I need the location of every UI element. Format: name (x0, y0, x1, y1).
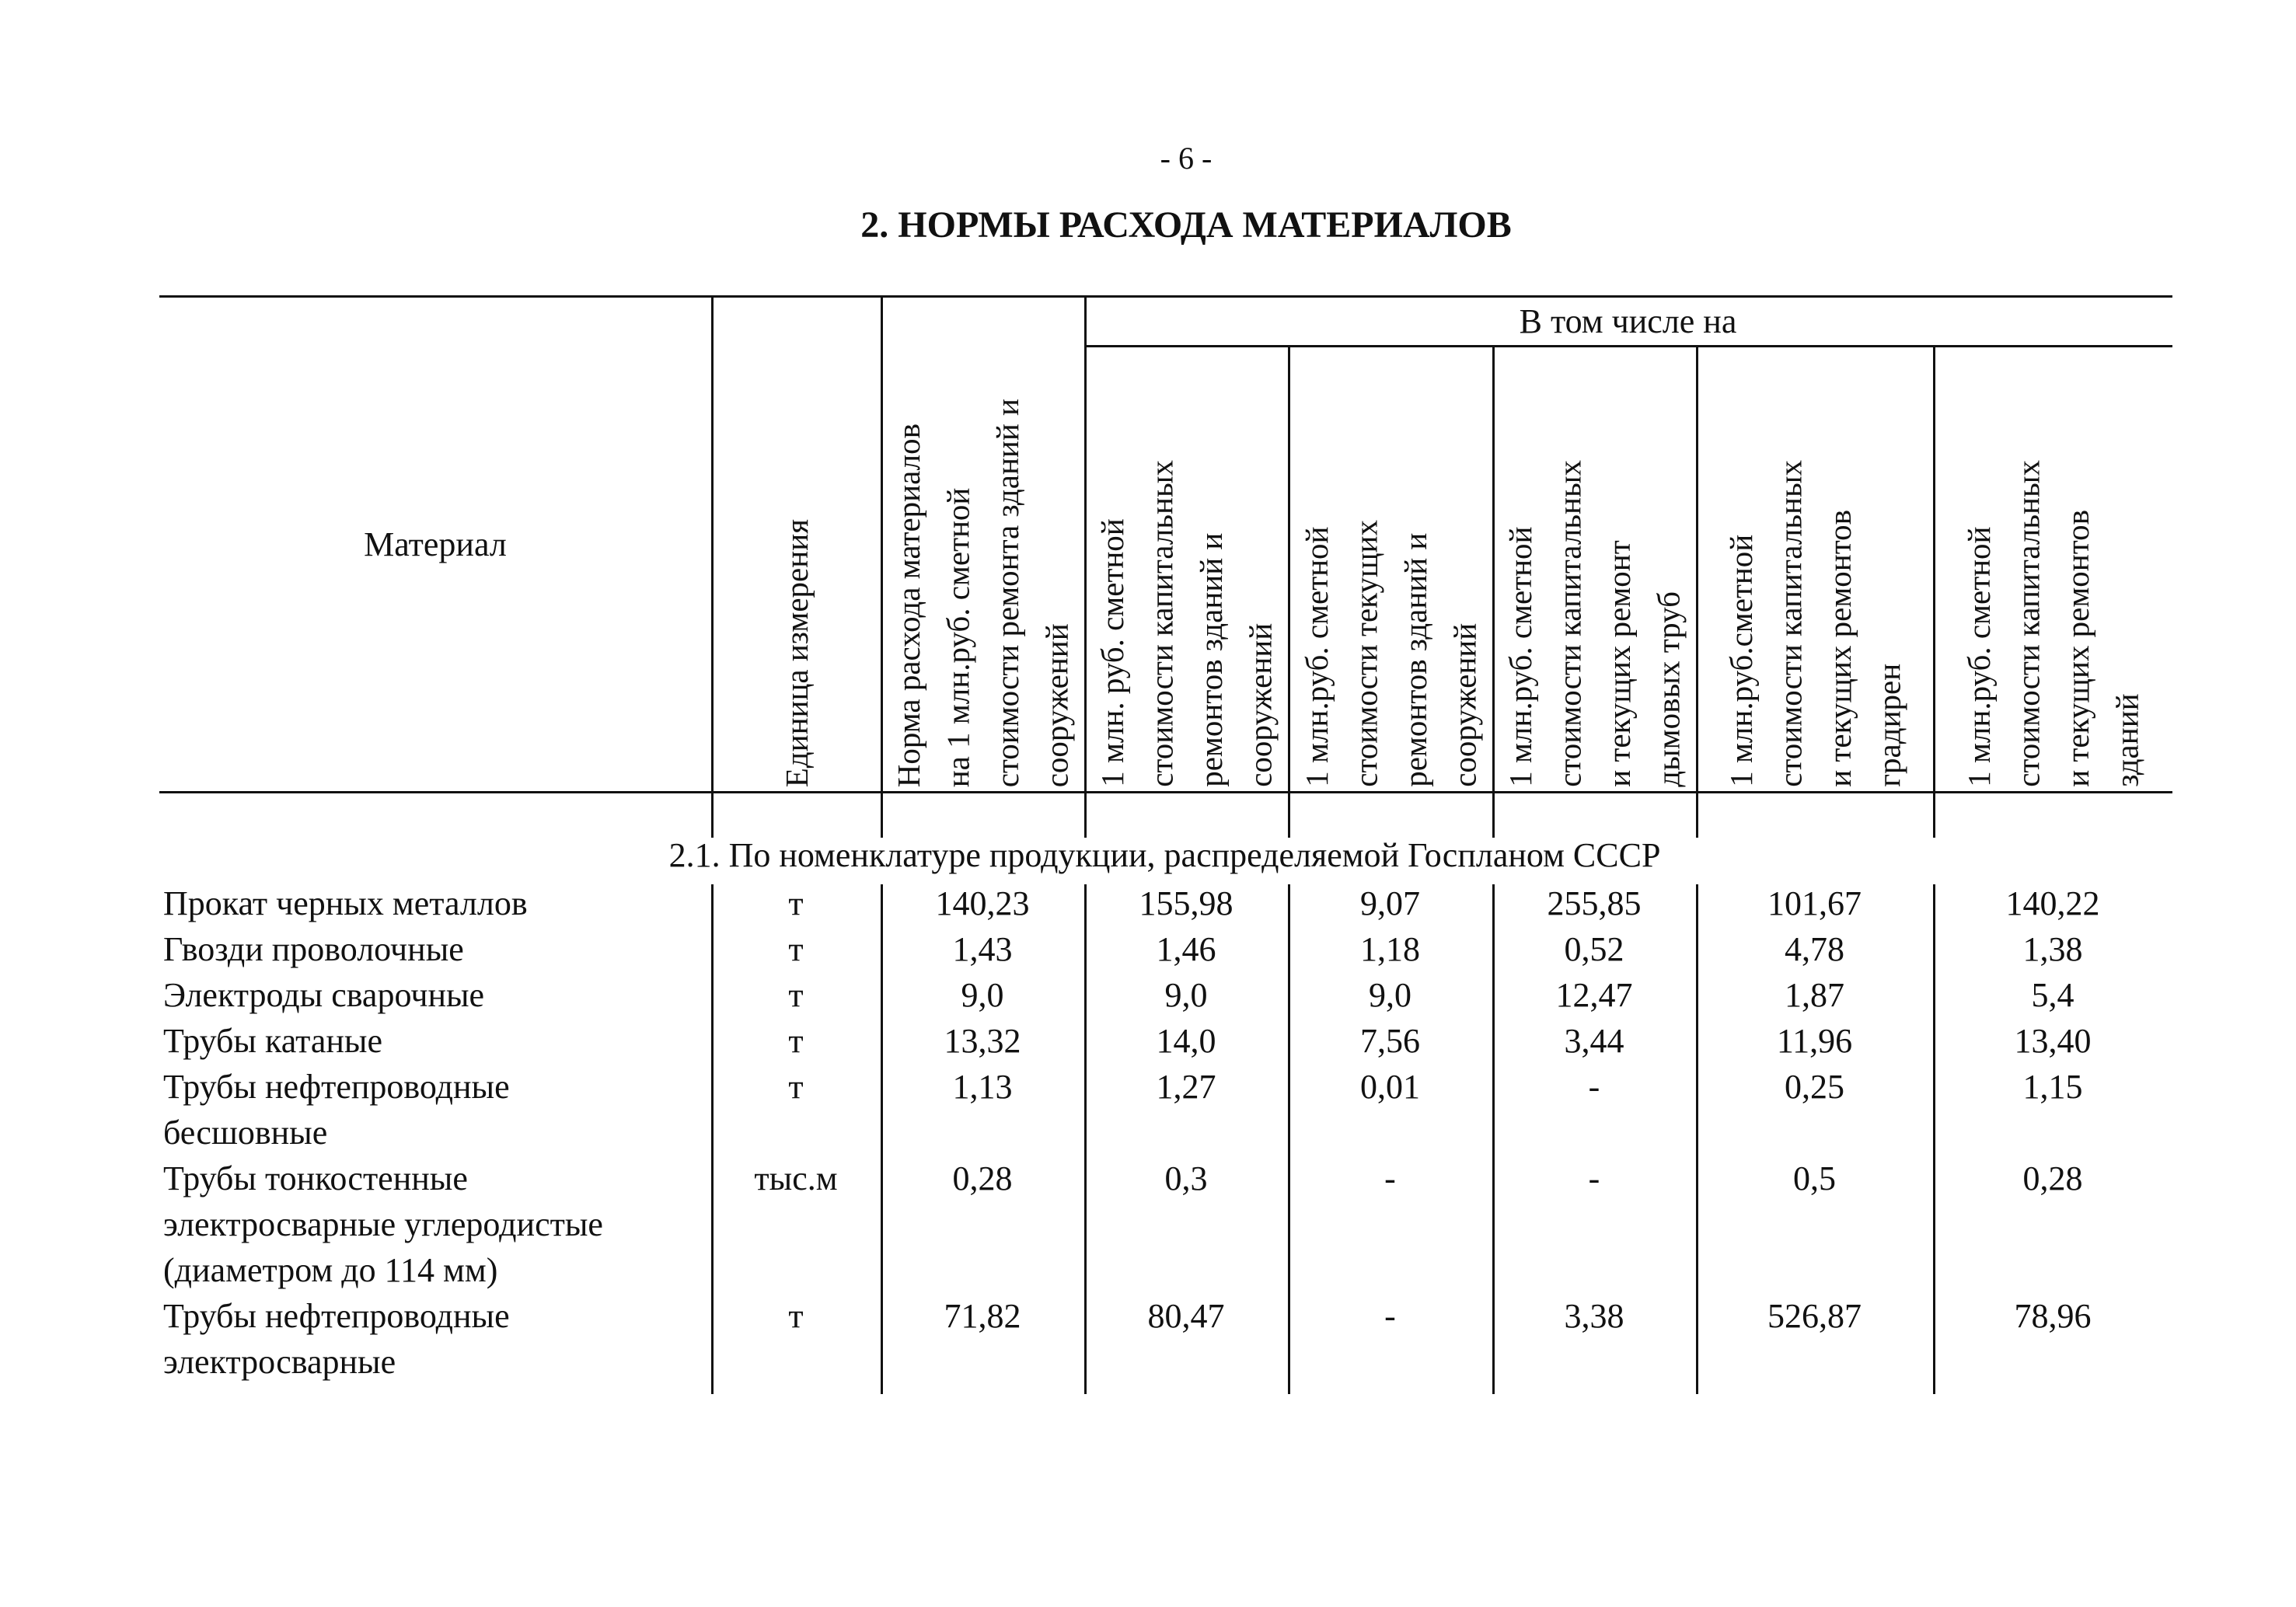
table-row (159, 880, 2172, 926)
table-row (159, 1293, 2172, 1385)
value-cell: 0,28 (2022, 1159, 2083, 1197)
header-norm: Норма расхода материалов на 1 млн.руб. сметной стоимости ремонта зданий и сооружений (891, 398, 1076, 787)
value-cell: 5,4 (2031, 976, 2074, 1014)
value-cell: 1,87 (1785, 976, 1844, 1014)
table-row (159, 1156, 2172, 1293)
value-cell: 1,15 (2022, 1068, 2083, 1106)
value-cell: 3,38 (1564, 1297, 1624, 1335)
header-sub-cell (1087, 347, 1288, 787)
page-title: 2. НОРМЫ РАСХОДА МАТЕРИАЛОВ (860, 204, 1512, 246)
value-cell: 14,0 (1156, 1022, 1216, 1060)
value-cell: 101,67 (1767, 884, 1862, 922)
value-cell: 0,01 (1360, 1068, 1420, 1106)
unit-cell: т (788, 930, 804, 968)
value-cell: 1,13 (952, 1068, 1013, 1106)
material-name: Электроды сварочные (163, 976, 485, 1014)
table-row (159, 972, 2172, 1018)
value-cell: 0,25 (1785, 1068, 1844, 1106)
value-cell: 0,3 (1164, 1159, 1208, 1197)
value-cell: 1,38 (2022, 930, 2083, 968)
value-cell: 9,0 (1369, 976, 1411, 1014)
unit-cell: т (788, 1068, 804, 1106)
value-cell: 1,46 (1156, 930, 1216, 968)
header-including: В том числе на (1519, 302, 1737, 340)
table-row (159, 926, 2172, 972)
value-cell: 71,82 (944, 1297, 1021, 1335)
header-sub-cell (1698, 347, 1933, 787)
unit-cell: т (788, 884, 804, 922)
material-name: Прокат черных металлов (163, 884, 528, 922)
header-sub-cell (1290, 347, 1492, 787)
material-name: Трубы катаные (163, 1022, 383, 1060)
header-sub-cell (1495, 347, 1696, 787)
page-number: - 6 - (1160, 141, 1213, 176)
value-cell: 0,28 (952, 1159, 1013, 1197)
header-material: Материал (364, 525, 507, 563)
section-title: 2.1. По номенклатуре продукции, распределяемой Госпланом СССР (668, 836, 1661, 874)
material-name: Гвозди проволочные (163, 930, 464, 968)
value-cell: 0,5 (1793, 1159, 1836, 1197)
value-cell: 0,52 (1564, 930, 1624, 968)
value-cell: 255,85 (1547, 884, 1642, 922)
header-unit: Единица измерения (778, 518, 815, 787)
header-sub-buildings: 1 млн.руб. сметной стоимости капитальных и текущих ремонтов зданий (1961, 460, 2146, 787)
material-name: Трубы нефтепроводные электросварные (163, 1297, 510, 1381)
value-cell: 155,98 (1139, 884, 1233, 922)
value-cell: 13,32 (944, 1022, 1021, 1060)
value-cell: 12,47 (1555, 976, 1633, 1014)
unit-cell: т (788, 1022, 804, 1060)
value-cell: 7,56 (1360, 1022, 1420, 1060)
value-cell: - (1384, 1159, 1396, 1197)
value-cell: 3,44 (1564, 1022, 1624, 1060)
value-cell: - (1588, 1068, 1600, 1106)
value-cell: 140,22 (2005, 884, 2100, 922)
value-cell: 9,0 (961, 976, 1004, 1014)
header-sub-cooling-towers: 1 млн.руб.сметной стоимости капитальных и текущих ремонтов градирен (1722, 460, 1907, 787)
table-row (159, 1018, 2172, 1064)
value-cell: 78,96 (2014, 1297, 2092, 1335)
value-cell: 1,43 (952, 930, 1013, 968)
value-cell: 140,23 (935, 884, 1030, 922)
unit-cell: тыс.м (754, 1159, 838, 1197)
header-norm-cell (883, 298, 1084, 787)
value-cell: 9,07 (1360, 884, 1420, 922)
value-cell: 4,78 (1785, 930, 1844, 968)
unit-cell: т (788, 1297, 804, 1335)
value-cell: 11,96 (1776, 1022, 1853, 1060)
value-cell: 1,18 (1360, 930, 1420, 968)
header-sub-chimneys: 1 млн.руб. сметной стоимости капитальных и текущих ремонт дымовых труб (1502, 460, 1687, 787)
unit-cell: т (788, 976, 804, 1014)
table-body (159, 880, 2172, 1385)
value-cell: 1,27 (1156, 1068, 1216, 1106)
value-cell: 80,47 (1147, 1297, 1225, 1335)
value-cell: 13,40 (2014, 1022, 2092, 1060)
material-name: Трубы нефтепроводные бесшовные (163, 1068, 510, 1152)
value-cell: 9,0 (1164, 976, 1208, 1014)
value-cell: 526,87 (1767, 1297, 1862, 1335)
header-unit-cell (714, 298, 881, 787)
value-cell: - (1588, 1159, 1600, 1197)
header-sub-cell (1935, 347, 2172, 787)
table-row (159, 1064, 2172, 1156)
material-name: Трубы тонкостенные электросварные углеродистые (диаметром до 114 мм) (163, 1159, 603, 1289)
header-sub-current-buildings: 1 млн.руб. сметной стоимости текущих ремонтов зданий и сооружений (1298, 520, 1483, 787)
value-cell: - (1384, 1297, 1396, 1335)
header-sub-capital-buildings: 1 млн. руб. сметной стоимости капитальных ремонтов зданий и сооружений (1094, 460, 1279, 787)
